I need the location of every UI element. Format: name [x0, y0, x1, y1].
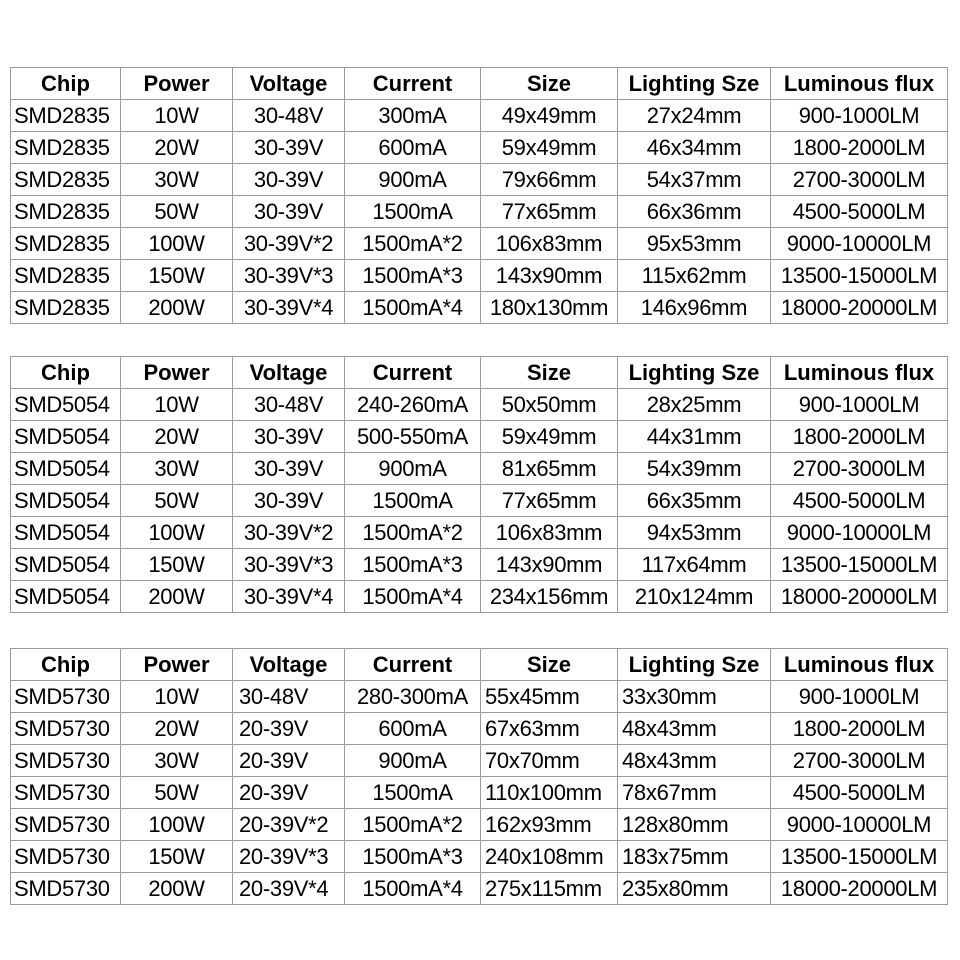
table-row — [11, 549, 948, 581]
column-header-power: Power — [121, 68, 233, 100]
cell-power: 30W — [121, 164, 233, 196]
table-row — [11, 485, 948, 517]
spec-table-smd5054 — [10, 356, 948, 613]
cell-power: 100W — [121, 809, 233, 841]
cell-current: 1500mA*2 — [345, 809, 481, 841]
cell-size: 67x63mm — [481, 713, 618, 745]
cell-lighting-size: 95x53mm — [618, 228, 771, 260]
cell-voltage: 30-39V*4 — [233, 581, 345, 613]
cell-power: 150W — [121, 260, 233, 292]
cell-voltage: 30-48V — [233, 681, 345, 713]
table-row — [11, 517, 948, 549]
cell-lighting-size: 128x80mm — [618, 809, 771, 841]
cell-current: 1500mA*3 — [345, 841, 481, 873]
cell-power: 30W — [121, 453, 233, 485]
spec-table-smd5730 — [10, 648, 948, 905]
cell-luminous-flux: 1800-2000LM — [771, 713, 948, 745]
cell-power: 10W — [121, 681, 233, 713]
cell-size: 55x45mm — [481, 681, 618, 713]
cell-lighting-size: 46x34mm — [618, 132, 771, 164]
cell-chip: SMD5054 — [11, 517, 121, 549]
table-row — [11, 713, 948, 745]
cell-luminous-flux: 9000-10000LM — [771, 228, 948, 260]
cell-current: 1500mA*4 — [345, 292, 481, 324]
cell-power: 20W — [121, 421, 233, 453]
cell-size: 143x90mm — [481, 260, 618, 292]
cell-size: 110x100mm — [481, 777, 618, 809]
cell-luminous-flux: 4500-5000LM — [771, 777, 948, 809]
cell-power: 200W — [121, 873, 233, 905]
cell-chip: SMD5730 — [11, 713, 121, 745]
column-header-luminous-flux: Luminous flux — [771, 649, 948, 681]
cell-luminous-flux: 900-1000LM — [771, 100, 948, 132]
cell-chip: SMD2835 — [11, 100, 121, 132]
cell-chip: SMD5730 — [11, 777, 121, 809]
cell-chip: SMD2835 — [11, 292, 121, 324]
cell-chip: SMD5054 — [11, 389, 121, 421]
table-row — [11, 389, 948, 421]
cell-luminous-flux: 1800-2000LM — [771, 421, 948, 453]
cell-lighting-size: 54x39mm — [618, 453, 771, 485]
cell-luminous-flux: 4500-5000LM — [771, 196, 948, 228]
cell-power: 10W — [121, 100, 233, 132]
table-row — [11, 809, 948, 841]
cell-lighting-size: 48x43mm — [618, 745, 771, 777]
cell-chip: SMD5730 — [11, 809, 121, 841]
cell-luminous-flux: 13500-15000LM — [771, 260, 948, 292]
cell-lighting-size: 210x124mm — [618, 581, 771, 613]
cell-voltage: 30-39V — [233, 485, 345, 517]
cell-current: 900mA — [345, 745, 481, 777]
cell-chip: SMD5054 — [11, 581, 121, 613]
cell-voltage: 30-39V — [233, 453, 345, 485]
cell-size: 81x65mm — [481, 453, 618, 485]
cell-chip: SMD5054 — [11, 453, 121, 485]
cell-size: 143x90mm — [481, 549, 618, 581]
cell-lighting-size: 183x75mm — [618, 841, 771, 873]
cell-luminous-flux: 900-1000LM — [771, 681, 948, 713]
cell-power: 30W — [121, 745, 233, 777]
cell-size: 79x66mm — [481, 164, 618, 196]
cell-lighting-size: 117x64mm — [618, 549, 771, 581]
table-row — [11, 745, 948, 777]
cell-power: 50W — [121, 196, 233, 228]
cell-lighting-size: 48x43mm — [618, 713, 771, 745]
column-header-current: Current — [345, 357, 481, 389]
cell-chip: SMD2835 — [11, 260, 121, 292]
column-header-voltage: Voltage — [233, 649, 345, 681]
cell-luminous-flux: 900-1000LM — [771, 389, 948, 421]
column-header-chip: Chip — [11, 68, 121, 100]
cell-power: 200W — [121, 292, 233, 324]
cell-power: 10W — [121, 389, 233, 421]
column-header-voltage: Voltage — [233, 68, 345, 100]
cell-power: 20W — [121, 713, 233, 745]
table-row — [11, 228, 948, 260]
cell-voltage: 20-39V — [233, 713, 345, 745]
cell-current: 1500mA*2 — [345, 517, 481, 549]
cell-luminous-flux: 2700-3000LM — [771, 745, 948, 777]
cell-power: 50W — [121, 777, 233, 809]
cell-voltage: 20-39V*3 — [233, 841, 345, 873]
cell-voltage: 30-48V — [233, 100, 345, 132]
cell-chip: SMD2835 — [11, 164, 121, 196]
cell-luminous-flux: 18000-20000LM — [771, 873, 948, 905]
cell-power: 100W — [121, 517, 233, 549]
cell-luminous-flux: 9000-10000LM — [771, 517, 948, 549]
column-header-luminous-flux: Luminous flux — [771, 357, 948, 389]
cell-lighting-size: 28x25mm — [618, 389, 771, 421]
column-header-power: Power — [121, 357, 233, 389]
cell-lighting-size: 146x96mm — [618, 292, 771, 324]
cell-current: 300mA — [345, 100, 481, 132]
cell-lighting-size: 66x36mm — [618, 196, 771, 228]
cell-current: 1500mA — [345, 196, 481, 228]
cell-current: 280-300mA — [345, 681, 481, 713]
table-row — [11, 292, 948, 324]
table-row — [11, 132, 948, 164]
column-header-chip: Chip — [11, 649, 121, 681]
cell-lighting-size: 27x24mm — [618, 100, 771, 132]
cell-current: 1500mA — [345, 485, 481, 517]
table-row — [11, 164, 948, 196]
cell-power: 150W — [121, 841, 233, 873]
cell-power: 150W — [121, 549, 233, 581]
cell-current: 240-260mA — [345, 389, 481, 421]
spec-table-smd2835 — [10, 67, 948, 324]
cell-voltage: 30-39V — [233, 421, 345, 453]
cell-size: 180x130mm — [481, 292, 618, 324]
table-row — [11, 100, 948, 132]
cell-chip: SMD5730 — [11, 873, 121, 905]
cell-voltage: 20-39V*2 — [233, 809, 345, 841]
cell-power: 50W — [121, 485, 233, 517]
column-header-current: Current — [345, 649, 481, 681]
cell-current: 1500mA*3 — [345, 549, 481, 581]
cell-current: 900mA — [345, 164, 481, 196]
cell-size: 77x65mm — [481, 196, 618, 228]
header-row — [11, 649, 948, 681]
cell-size: 77x65mm — [481, 485, 618, 517]
column-header-lighting-size: Lighting Sze — [618, 357, 771, 389]
cell-size: 106x83mm — [481, 228, 618, 260]
cell-voltage: 30-39V*2 — [233, 517, 345, 549]
cell-luminous-flux: 1800-2000LM — [771, 132, 948, 164]
table-row — [11, 873, 948, 905]
cell-chip: SMD2835 — [11, 196, 121, 228]
cell-voltage: 30-48V — [233, 389, 345, 421]
cell-size: 70x70mm — [481, 745, 618, 777]
cell-size: 59x49mm — [481, 421, 618, 453]
column-header-current: Current — [345, 68, 481, 100]
table-row — [11, 681, 948, 713]
cell-current: 600mA — [345, 713, 481, 745]
cell-luminous-flux: 2700-3000LM — [771, 164, 948, 196]
cell-voltage: 30-39V*3 — [233, 260, 345, 292]
cell-voltage: 20-39V — [233, 777, 345, 809]
cell-size: 240x108mm — [481, 841, 618, 873]
cell-lighting-size: 33x30mm — [618, 681, 771, 713]
cell-voltage: 30-39V*3 — [233, 549, 345, 581]
cell-size: 59x49mm — [481, 132, 618, 164]
table-row — [11, 841, 948, 873]
cell-luminous-flux: 18000-20000LM — [771, 581, 948, 613]
column-header-size: Size — [481, 68, 618, 100]
cell-size: 162x93mm — [481, 809, 618, 841]
column-header-luminous-flux: Luminous flux — [771, 68, 948, 100]
column-header-chip: Chip — [11, 357, 121, 389]
cell-voltage: 30-39V*4 — [233, 292, 345, 324]
cell-luminous-flux: 13500-15000LM — [771, 549, 948, 581]
cell-current: 1500mA*4 — [345, 581, 481, 613]
cell-lighting-size: 44x31mm — [618, 421, 771, 453]
column-header-lighting-size: Lighting Sze — [618, 649, 771, 681]
cell-voltage: 20-39V — [233, 745, 345, 777]
cell-current: 1500mA*3 — [345, 260, 481, 292]
cell-current: 900mA — [345, 453, 481, 485]
column-header-size: Size — [481, 649, 618, 681]
cell-chip: SMD5054 — [11, 549, 121, 581]
cell-chip: SMD5730 — [11, 841, 121, 873]
cell-current: 1500mA*2 — [345, 228, 481, 260]
cell-size: 234x156mm — [481, 581, 618, 613]
cell-lighting-size: 66x35mm — [618, 485, 771, 517]
cell-chip: SMD5730 — [11, 745, 121, 777]
cell-lighting-size: 115x62mm — [618, 260, 771, 292]
cell-size: 50x50mm — [481, 389, 618, 421]
cell-luminous-flux: 2700-3000LM — [771, 453, 948, 485]
column-header-power: Power — [121, 649, 233, 681]
cell-current: 500-550mA — [345, 421, 481, 453]
cell-lighting-size: 235x80mm — [618, 873, 771, 905]
column-header-size: Size — [481, 357, 618, 389]
table-row — [11, 581, 948, 613]
cell-lighting-size: 54x37mm — [618, 164, 771, 196]
cell-current: 1500mA*4 — [345, 873, 481, 905]
cell-voltage: 30-39V — [233, 132, 345, 164]
cell-luminous-flux: 4500-5000LM — [771, 485, 948, 517]
cell-voltage: 20-39V*4 — [233, 873, 345, 905]
cell-chip: SMD5054 — [11, 421, 121, 453]
cell-size: 106x83mm — [481, 517, 618, 549]
cell-voltage: 30-39V — [233, 164, 345, 196]
cell-size: 49x49mm — [481, 100, 618, 132]
header-row — [11, 357, 948, 389]
header-row — [11, 68, 948, 100]
cell-size: 275x115mm — [481, 873, 618, 905]
cell-power: 20W — [121, 132, 233, 164]
column-header-voltage: Voltage — [233, 357, 345, 389]
cell-luminous-flux: 18000-20000LM — [771, 292, 948, 324]
table-row — [11, 777, 948, 809]
cell-current: 600mA — [345, 132, 481, 164]
cell-chip: SMD5054 — [11, 485, 121, 517]
column-header-lighting-size: Lighting Sze — [618, 68, 771, 100]
cell-chip: SMD2835 — [11, 228, 121, 260]
cell-voltage: 30-39V*2 — [233, 228, 345, 260]
table-row — [11, 260, 948, 292]
cell-current: 1500mA — [345, 777, 481, 809]
cell-power: 200W — [121, 581, 233, 613]
cell-voltage: 30-39V — [233, 196, 345, 228]
cell-luminous-flux: 13500-15000LM — [771, 841, 948, 873]
table-row — [11, 196, 948, 228]
cell-chip: SMD5730 — [11, 681, 121, 713]
table-row — [11, 421, 948, 453]
cell-lighting-size: 94x53mm — [618, 517, 771, 549]
cell-power: 100W — [121, 228, 233, 260]
table-row — [11, 453, 948, 485]
cell-chip: SMD2835 — [11, 132, 121, 164]
cell-lighting-size: 78x67mm — [618, 777, 771, 809]
cell-luminous-flux: 9000-10000LM — [771, 809, 948, 841]
